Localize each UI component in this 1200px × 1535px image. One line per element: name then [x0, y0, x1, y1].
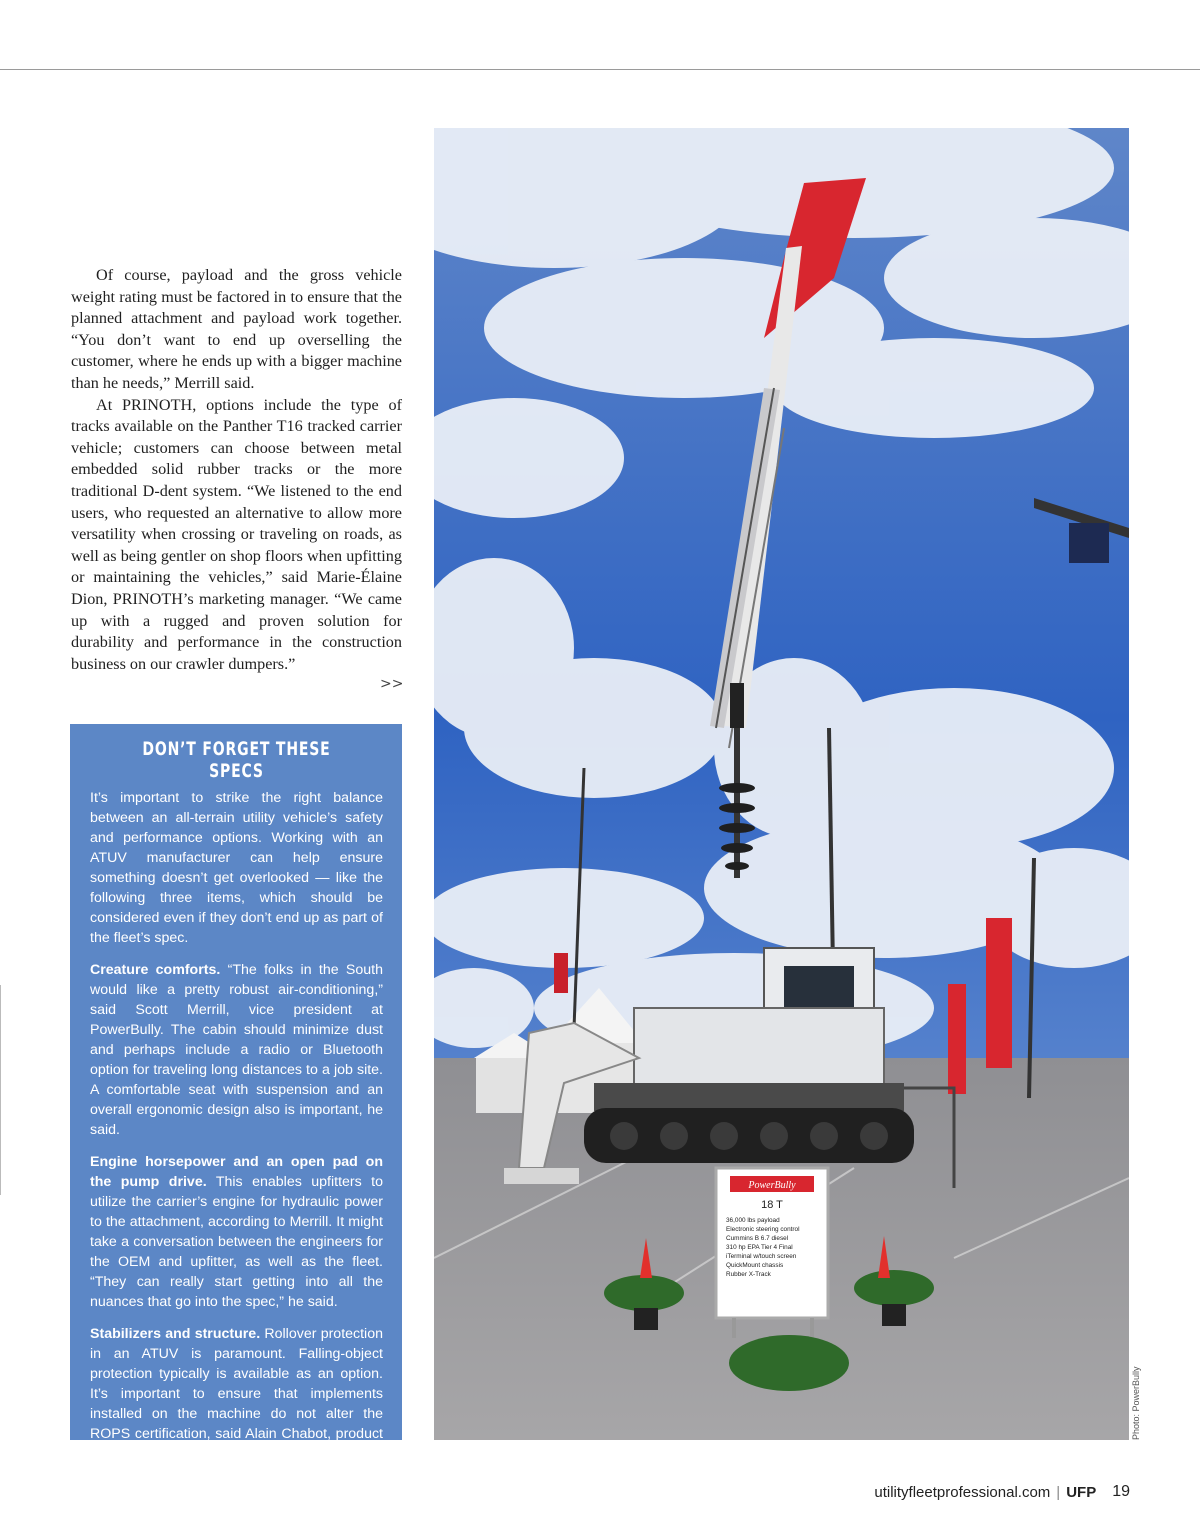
continue-arrow-icon: >> — [380, 676, 404, 692]
sidebar-item — [90, 1324, 383, 1464]
article-paragraph-1: Of course, payload and the gross vehicle weight rating must be factored in to ensure that the planned attachment and payload work together. “You don’t want to end up overselling the customer, where he ends up with a bigger machine than he needs,” Merrill said. — [71, 266, 402, 392]
page-footer — [874, 1480, 1130, 1504]
sidebar-item-text: Rollover protection in an ATUV is paramount. Falling-object protection typically is available as an option. It’s important to ensure that implements installed on the machine do not alter the ROPS certification, said Alain Chabot, product manager for PRINOTH. — [90, 1326, 383, 1462]
footer-separator: | — [1056, 1483, 1061, 1501]
sign-model: 18 T — [761, 1199, 783, 1211]
page-spine-mark — [0, 985, 1, 1195]
footer-brand: UFP — [1066, 1483, 1097, 1501]
sidebar-item-lead: Engine horsepower and an open pad on the pump drive. — [90, 1154, 383, 1190]
sidebar-item — [90, 960, 383, 1140]
sidebar-item-text: This enables upfitters to utilize the carrier’s engine for hydraulic power to the attachment, according to Merrill. It might take a conversation between the engineers for the OEM and upfitter, as well as the fleet. “They can really start getting into all the nuances that go into the spec,” he said. — [90, 1174, 383, 1310]
sign-spec-line: Electronic steering control — [726, 1226, 800, 1233]
page-number: 19 — [1112, 1483, 1130, 1500]
sign-spec-line: iTerminal w/touch screen — [726, 1253, 797, 1260]
photo-illustration — [434, 128, 1129, 1440]
sidebar-item-lead: Creature comforts. — [90, 962, 221, 978]
sign-spec-line: QuickMount chassis — [726, 1262, 784, 1269]
powerbully-photo — [434, 128, 1129, 1440]
article-body — [71, 265, 402, 675]
sidebar-item-text: “The folks in the South would like a pretty robust air-conditioning,” said Scott Merrill, vice president at PowerBully. The cabin should minimize dust and perhaps include a radio or Bluetooth option for traveling long distances to a job site. A comfortable seat with suspension and an overall ergonomic design also is important, he said. — [90, 962, 383, 1138]
sidebar-title: DON’T FORGET THESE SPECS — [142, 738, 331, 782]
sidebar-item — [90, 1152, 383, 1312]
sign-spec-line: Rubber X-Track — [726, 1271, 771, 1278]
sign-spec-line: 36,000 lbs payload — [726, 1217, 780, 1224]
header-rule — [0, 69, 1200, 70]
sign-spec-line: 310 hp EPA Tier 4 Final — [726, 1244, 793, 1251]
sign-spec-line: Cummins B 6.7 diesel — [726, 1235, 789, 1242]
sidebar-item-lead: Stabilizers and structure. — [90, 1326, 261, 1342]
photo-credit: Photo: PowerBully — [1131, 1366, 1141, 1440]
specs-sidebar — [70, 724, 402, 1462]
article-paragraph-2: At PRINOTH, options include the type of tracks available on the Panther T16 tracked carrier vehicle; customers can choose between metal embedded solid rubber tracks or the more traditional D-dent system. “We listened to the end users, who requested an alternative to allow more versatility when crossing or traveling on roads, as well as being gentler on shop floors when upfitting or maintaining the vehicles,” said Marie-Élaine Dion, PRINOTH’s marketing manager. “We came up with a rugged and proven solution for durability and performance in the construction business on our crawler dumpers.” — [71, 395, 402, 673]
footer-site-link[interactable]: utilityfleetprofessional.com — [874, 1483, 1051, 1501]
sign-brand: PowerBully — [748, 1180, 796, 1191]
sidebar-intro: It’s important to strike the right balance between an all-terrain utility vehicle’s safety and performance options. Working with an ATUV manufacturer can help ensure something doesn’t get overlooked — like the following three items, which should be considered even if they don’t end up as part of the fleet’s spec. — [90, 790, 383, 946]
